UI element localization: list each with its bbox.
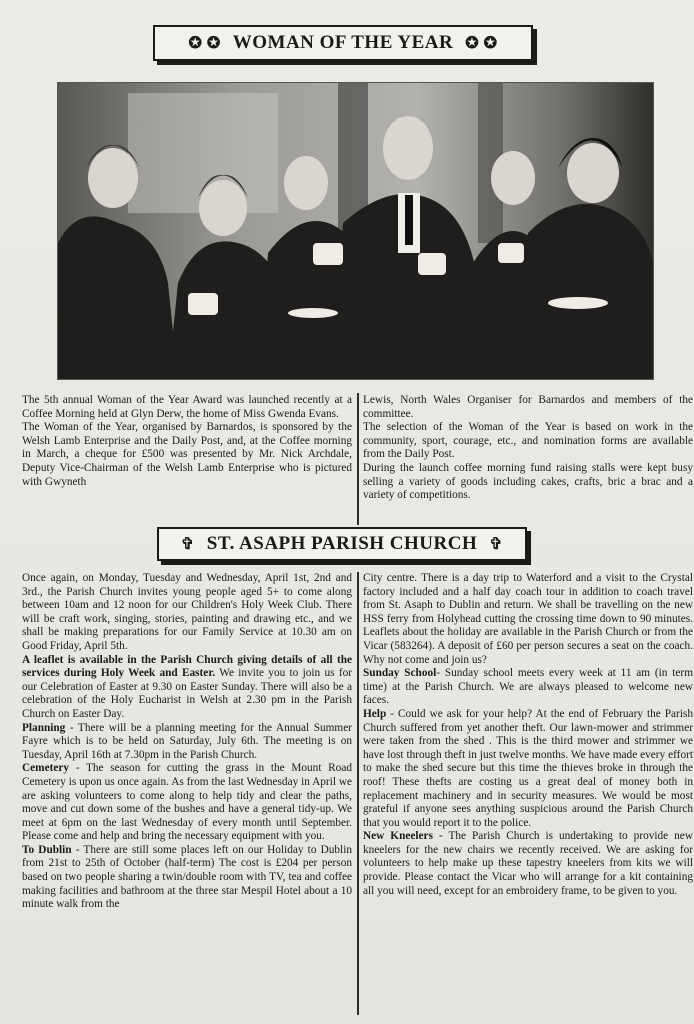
paragraph: Once again, on Monday, Tuesday and Wednesday, April 1st, 2nd and 3rd., the Parish Church invites young people aged 5+ to come along between 10am and 12 noon for our Children's Holy Week Club. There will be craft work, singing, stories, painting and drawing etc., and we shall be making preparations for our Family Service at 10.30 am on Good Friday, April 5th.	[22, 572, 352, 652]
woman-of-the-year-heading	[153, 25, 533, 61]
paragraph: The selection of the Woman of the Year is based on work in the community, sport, courage, etc., and nomination forms are available from the Daily Post.	[363, 421, 693, 461]
paragraph-lead: A leaflet is available in the Parish Church giving details of all the services during Holy Week and Easter.	[22, 653, 352, 680]
paragraph: Lewis, North Wales Organiser for Barnardos and members of the committee.	[363, 394, 693, 420]
paragraph: Sunday School- Sunday school meets every week at 11 am (in term time) at the Parish Church. We are always pleased to welcome new faces.	[363, 667, 693, 707]
article-column-4	[363, 572, 693, 898]
paragraph: The 5th annual Woman of the Year Award was launched recently at a Coffee Morning held at Glyn Derw, the home of Miss Gwenda Evans.	[22, 394, 352, 420]
paragraph: Planning - There will be a planning meeting for the Annual Summer Fayre which is to be held on Saturday, July 6th. The meeting is on Tuesday, April 16th at 7.30pm in the Parish Church.	[22, 721, 352, 761]
group-photo	[57, 82, 654, 380]
article-column-2	[363, 394, 693, 503]
star-icon: ✪ ✪	[188, 35, 221, 52]
group-photo-illustration	[58, 83, 654, 380]
section-title: ST. ASAPH PARISH CHURCH	[206, 533, 478, 554]
paragraph-lead: Cemetery	[22, 762, 70, 775]
article-column-3	[22, 572, 352, 912]
paragraph: The Woman of the Year, organised by Barnardos, is sponsored by the Welsh Lamb Enterprise and the Daily Post, and, at the Coffee morning in March, a cheque for £500 was presented by Mr. Nick Archdale, Deputy Vice-Chairman of the Welsh Lamb Enterprise who is pictured with Gwyneth	[22, 421, 352, 488]
paragraph-lead: To Dublin	[22, 843, 72, 856]
paragraph: Help - Could we ask for your help? At the end of February the Parish Church suffered from yet another theft. Our lawn-mower and strimmer were taken from the shed . This is the third mower and strimmer we have lost through theft in just twelve months. We have made every effort to make the shed secure but this time the thieves broke in through the roof! These thefts are costing us a great deal of money both in replacement machinery and in security measures. We would be most grateful if anyone sees anything suspicious around the Parish Church that you would report it to the police.	[363, 707, 693, 829]
paragraph-lead: Sunday School	[363, 667, 437, 680]
paragraph: To Dublin - There are still some places left on our Holiday to Dublin from 21st to 25th of October (half-term) The cost is £204 per person based on two people sharing a twin/double room with TV, tea and coffee making facilities and bathroom at the three star Mespil Hotel about a 10 minute walk from the	[22, 843, 352, 911]
paragraph-lead: New Kneelers	[363, 830, 433, 843]
paragraph-lead: Help	[363, 707, 387, 720]
column-divider	[357, 572, 359, 1015]
cross-icon: ✞	[489, 536, 504, 553]
paragraph: New Kneelers - The Parish Church is undertaking to provide new kneelers for the new chairs we recently received. We are asking for volunteers to help make up these tapestry kneelers from kits we will provide. Please contact the Vicar who will arrange for a kit containing all you will need, except for an embroidery frame, to be given to you.	[363, 830, 693, 897]
paragraph-lead: Planning	[22, 721, 66, 734]
paragraph: Cemetery - The season for cutting the grass in the Mount Road Cemetery is upon us once again. As from the last Wednesday in April we are asking volunteers to come along to help tidy and clear the paths, move and cut down some of the bushes and have a general tidy-up. We meet at 6pm on the last Wednesday of every month until September. Please come and help and bring the necessary equipment with you.	[22, 762, 352, 843]
parish-church-heading	[157, 527, 527, 561]
paragraph: During the launch coffee morning fund raising stalls were kept busy selling a variety of goods including cakes, crafts, bric a brac and a variety of competitions.	[363, 461, 693, 502]
cross-icon: ✞	[180, 536, 195, 553]
article-column-1	[22, 394, 352, 489]
paragraph: City centre. There is a day trip to Waterford and a visit to the Crystal factory included and a half day coach tour in addition to coach travel from St. Asaph to Dublin and return. We shall be travelling on the new HSS ferry from Holyhead cutting the crossing time down to 90 minutes. Leaflets about the holiday are available in the Parish Church or from the Vicar (583264). A deposit of £60 per person secures a seat on the coach. Why not come and join us?	[363, 572, 693, 666]
paragraph: A leaflet is available in the Parish Church giving details of all the services during Holy Week and Easter. We invite you to join us for our Celebration of Easter at 9.30 on Easter Sunday. There will also be a celebration of the Holy Eucharist in Welsh at 2.30 pm in the Parish Church on Easter Day.	[22, 653, 352, 720]
star-icon: ✪ ✪	[465, 35, 498, 52]
section-title: WOMAN OF THE YEAR	[232, 32, 454, 53]
column-divider	[357, 393, 359, 525]
